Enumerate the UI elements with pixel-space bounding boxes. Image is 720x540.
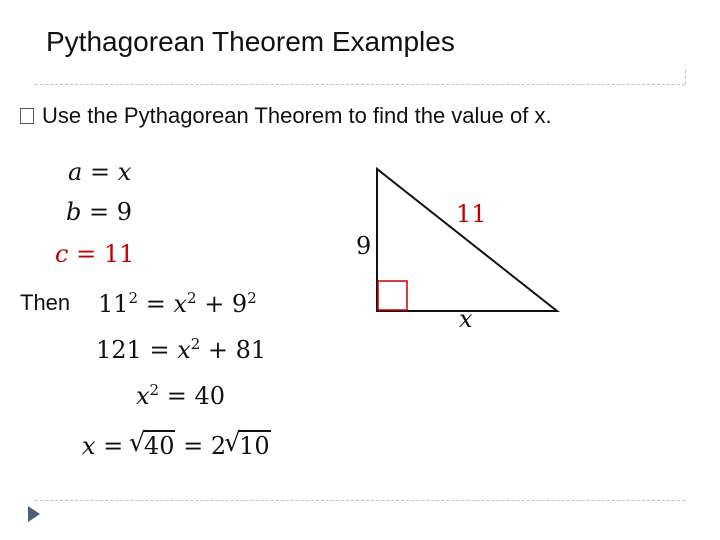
given-a: a = x xyxy=(68,158,132,186)
vertical-side-label: 9 xyxy=(356,232,372,260)
step-1: $11^2 = x^2 + 9^2$ xyxy=(98,289,257,318)
sqrt-icon: √ 10 xyxy=(226,430,271,460)
given-c: c = 11 xyxy=(55,240,135,268)
then-label: Then xyxy=(20,290,71,315)
right-angle-marker xyxy=(378,281,407,310)
page-title: Pythagorean Theorem Examples xyxy=(46,26,455,57)
hypotenuse-label: 11 xyxy=(456,200,487,228)
given-b: b = 9 xyxy=(66,198,133,226)
horizontal-side-label: x xyxy=(459,305,473,333)
step-2: $121 = x^2 + 81$ xyxy=(96,335,267,364)
step-3: $x^2 = 40$ xyxy=(136,381,225,410)
instruction-text: Use the Pythagorean Theorem to find the value of x. xyxy=(42,103,552,128)
step-4: x = √ 40 = 2√ 10 xyxy=(82,430,271,460)
sqrt-icon: √ 40 xyxy=(131,430,176,460)
footer-divider xyxy=(35,500,685,501)
triangle-outline xyxy=(377,169,557,311)
next-arrow-icon[interactable] xyxy=(28,506,40,522)
